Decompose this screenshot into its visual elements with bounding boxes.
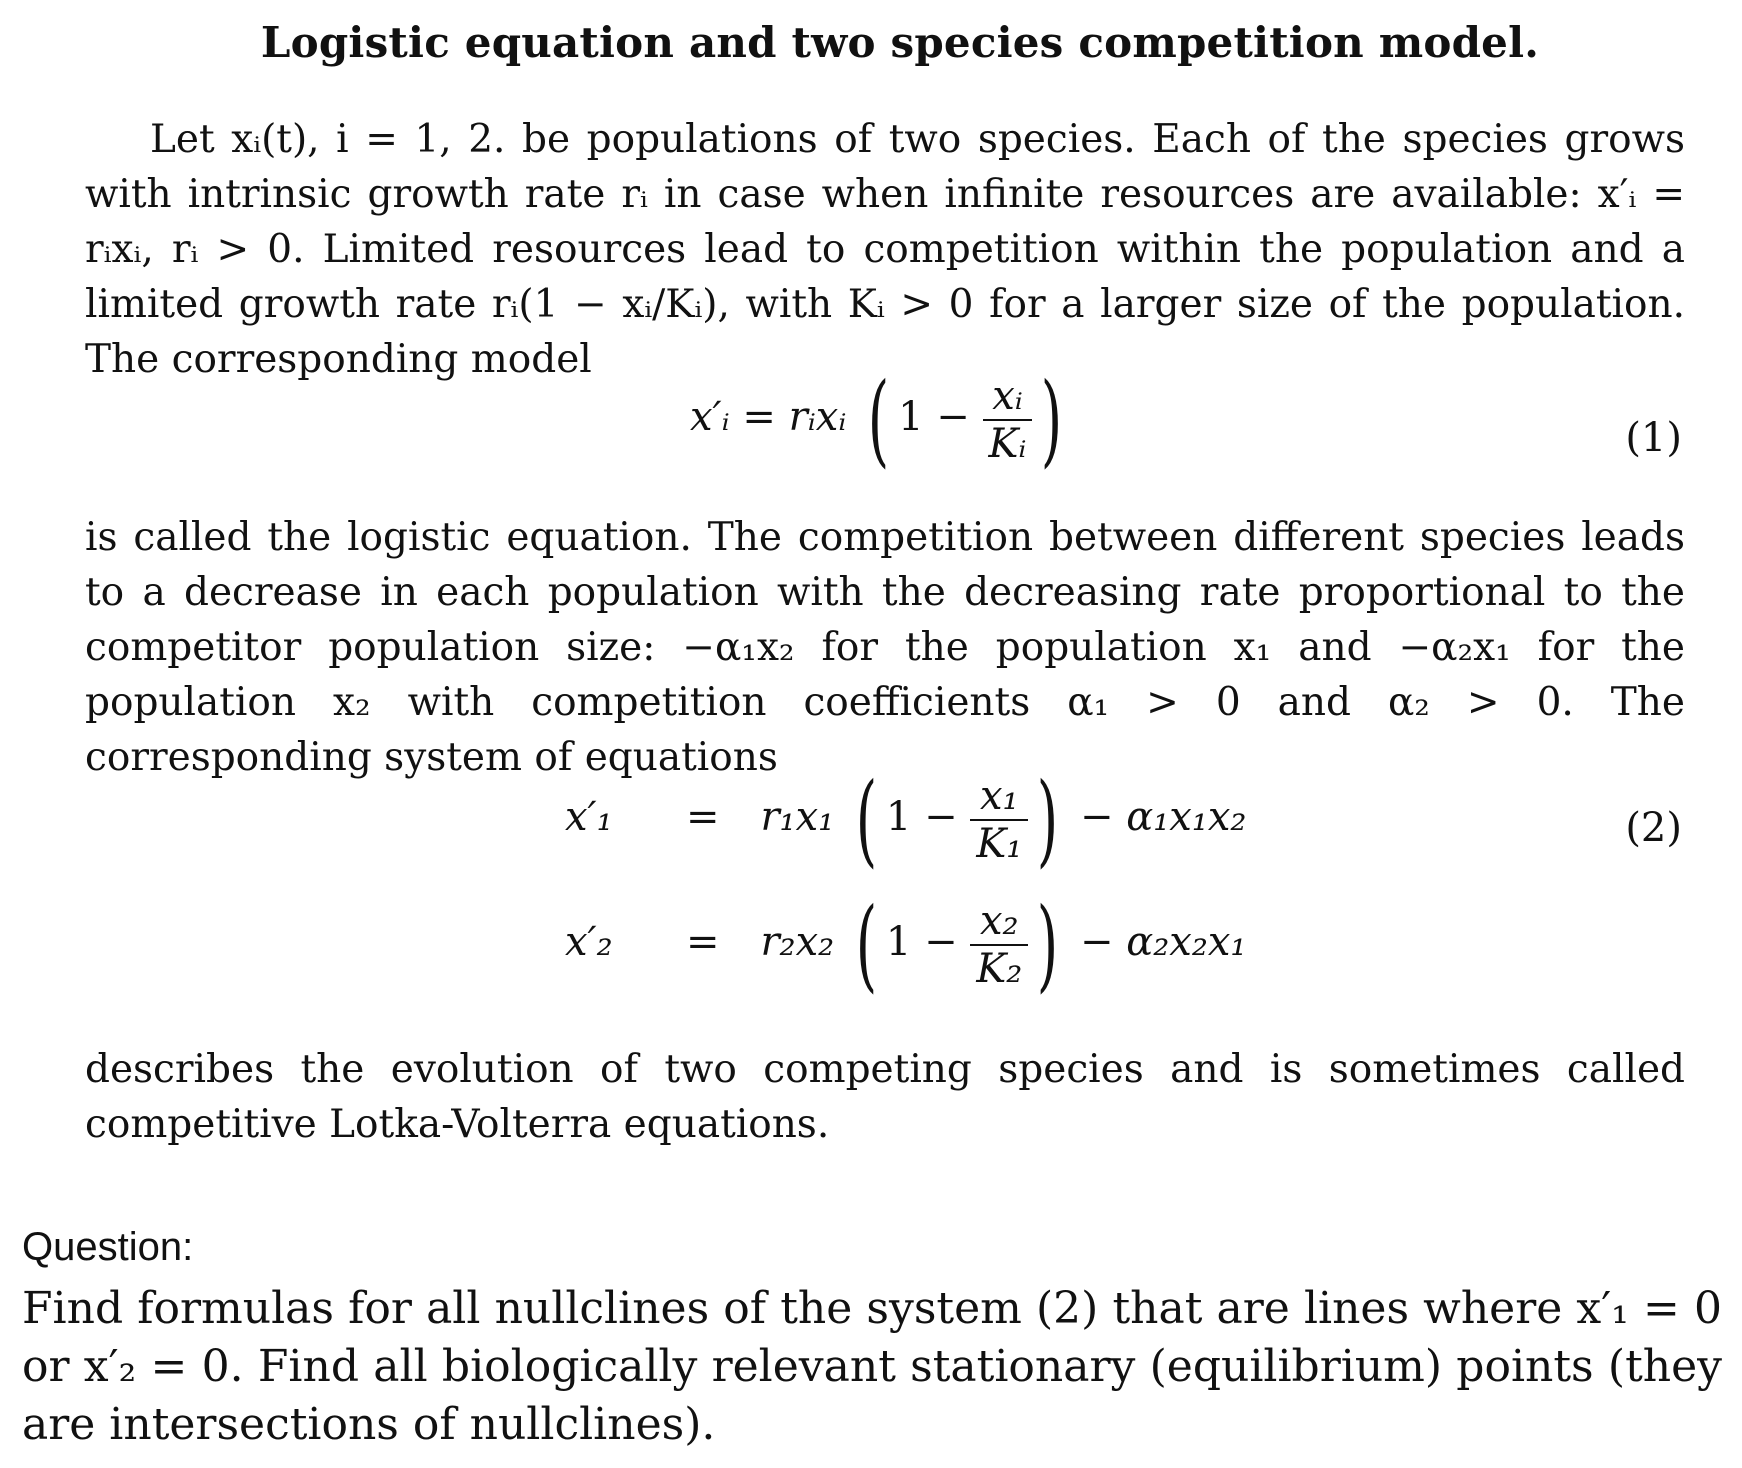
intro-paragraph-text: Let xᵢ(t), i = 1, 2. be populations of two species. Each of the species grows with intrinsic growth rate rᵢ in case when infinite resources are available: x′ᵢ = rᵢxᵢ, rᵢ > 0. Limited resources lead to competition within the population and a limited growth rate rᵢ(1 − xᵢ/Kᵢ), with Kᵢ > 0 for a larger size of the population. The corresponding model bbox=[85, 117, 1685, 382]
eq2-row1-equals: = bbox=[685, 794, 720, 840]
eq1-denominator: Kᵢ bbox=[988, 421, 1027, 467]
system-row-2 bbox=[565, 886, 1247, 1003]
eq1-fraction bbox=[983, 373, 1033, 467]
eq2-row2-left-paren: ( bbox=[855, 886, 878, 1003]
eq2-row1-fraction bbox=[970, 773, 1028, 867]
eq2-row2-rhs: r₂x₂ bbox=[760, 919, 835, 965]
eq2-row1-rhs: r₁x₁ bbox=[760, 794, 835, 840]
eq2-row2-denominator: K₂ bbox=[976, 946, 1023, 992]
eq2-row2-equals: = bbox=[685, 919, 720, 965]
eq2-row2-lhs: x′₂ bbox=[565, 919, 613, 965]
eq2-row1-left-paren: ( bbox=[855, 761, 878, 878]
eq2-row1-right-paren: ) bbox=[1037, 761, 1059, 878]
eq1-numerator: xᵢ bbox=[983, 373, 1033, 421]
intro-paragraph bbox=[85, 112, 1685, 387]
eq2-row1-lhs: x′₁ bbox=[565, 794, 613, 840]
equation-number-1: (1) bbox=[1625, 415, 1682, 461]
equation-number-2: (2) bbox=[1625, 805, 1682, 851]
eq1-right-paren: ) bbox=[1041, 361, 1063, 478]
question-label: Question: bbox=[22, 1225, 194, 1269]
eq2-row1-tail: − α₁x₁x₂ bbox=[1079, 794, 1247, 840]
eq1-lhs: x′ᵢ = rᵢxᵢ bbox=[690, 394, 847, 440]
eq2-row2-right-paren: ) bbox=[1037, 886, 1059, 1003]
eq2-row2-fraction bbox=[970, 898, 1028, 992]
lotka-volterra-paragraph: describes the evolution of two competing species and is sometimes called competitive Lotka-Volterra equations. bbox=[85, 1047, 1685, 1147]
question-text: Find formulas for all nullclines of the system (2) that are lines where x′₁ = 0 or x′₂ = 0. Find all biologically relevant stationary (equilibrium) points (they are intersections of nullclines). bbox=[22, 1283, 1722, 1450]
system-row-1 bbox=[565, 761, 1247, 878]
eq2-row1-denominator: K₁ bbox=[976, 821, 1023, 867]
eq2-row2-numerator: x₂ bbox=[970, 898, 1028, 946]
eq2-row2-one: 1 − bbox=[885, 919, 958, 965]
eq1-one: 1 − bbox=[898, 394, 970, 440]
eq2-row1-one: 1 − bbox=[885, 794, 958, 840]
eq2-row2-tail: − α₂x₂x₁ bbox=[1079, 919, 1247, 965]
document-title: Logistic equation and two species competition model. bbox=[260, 18, 1540, 67]
eq2-row1-numerator: x₁ bbox=[970, 773, 1028, 821]
logistic-equation bbox=[690, 361, 1072, 478]
eq1-left-paren: ( bbox=[867, 361, 890, 478]
competition-paragraph: is called the logistic equation. The competition between different species leads to a decrease in each population with the decreasing rate proportional to the competitor population size: −α₁x₂ for the population x₁ and −α₂x₁ for the population x₂ with competition coefficients α₁ > 0 and α₂ > 0. The corresponding system of equations bbox=[85, 515, 1685, 780]
